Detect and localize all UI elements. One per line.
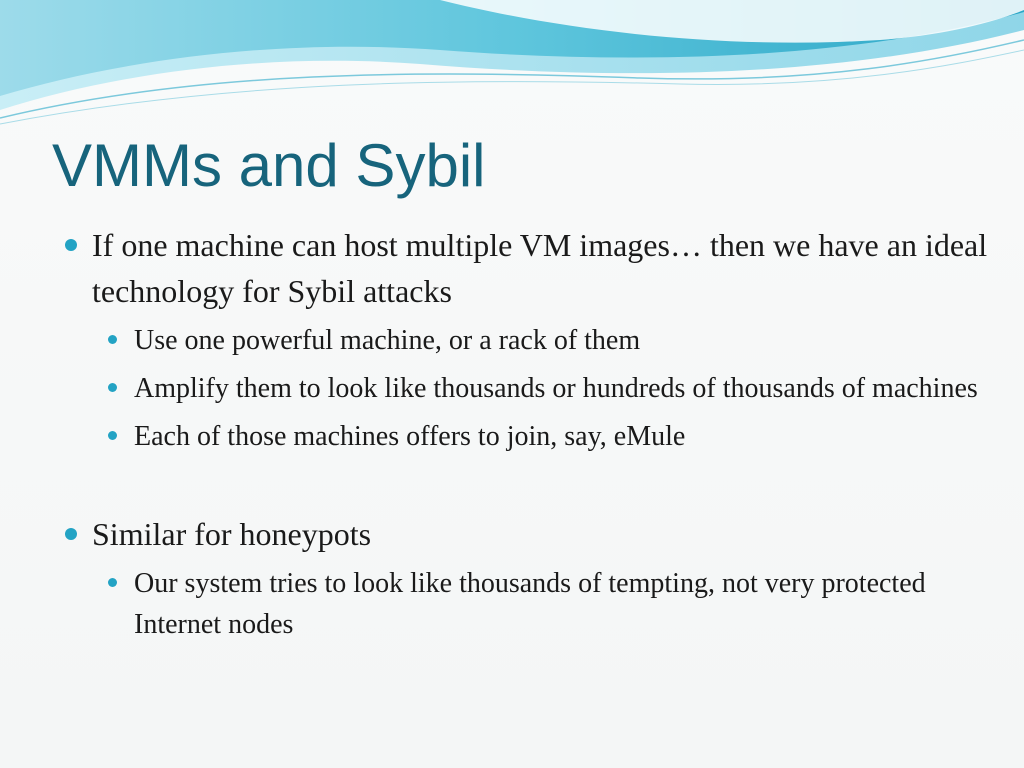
sub-bullet-text: Our system tries to look like thousands of tempting, not very protected Internet nodes	[134, 568, 926, 640]
sub-bullet-item	[92, 320, 990, 361]
bullet-text: If one machine can host multiple VM images… then we have an ideal technology for Sybil attacks	[92, 227, 988, 309]
bullet-text: Similar for honeypots	[92, 516, 372, 552]
sub-bullet-item	[92, 563, 990, 645]
sub-bullet-dot-icon	[108, 383, 117, 392]
sub-bullet-dot-icon	[108, 335, 117, 344]
header-wave-decoration	[0, 0, 1024, 130]
sub-bullet-text: Use one powerful machine, or a rack of them	[134, 325, 641, 356]
bullet-item	[60, 222, 990, 457]
sub-bullet-item	[92, 416, 990, 457]
sub-bullet-item	[92, 368, 990, 409]
sub-bullet-text: Each of those machines offers to join, say, eMule	[134, 421, 686, 452]
slide-body	[60, 222, 990, 645]
bullet-item	[60, 511, 990, 645]
sub-bullet-dot-icon	[108, 431, 117, 440]
sub-bullet-dot-icon	[108, 578, 117, 587]
bullet-dot-icon	[65, 239, 77, 251]
sub-bullet-text: Amplify them to look like thousands or hundreds of thousands of machines	[134, 373, 978, 404]
slide-title: VMMs and Sybil	[52, 132, 486, 199]
bullet-dot-icon	[65, 528, 77, 540]
